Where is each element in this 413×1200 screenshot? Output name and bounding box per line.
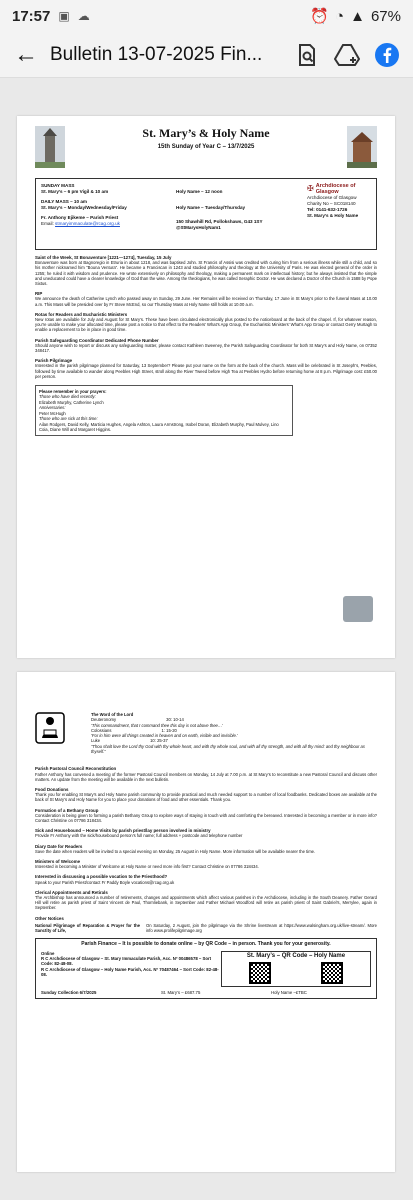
facebook-icon [374, 42, 400, 68]
app-bar [0, 32, 413, 78]
search-document-button[interactable] [289, 37, 325, 73]
prayers-box: Please remember in your prayers: Those who have died recently: Elizabeth Murphy, Catherine Lynch Anniversaries: Peter McHugh Those who are sick at this time: Ailan Rodgers, David Kelly, Marticia Hughes, Angela Ashton, Laura Armstrong, Isobel Doran, Elizabeth Murphy, Paul Mulvey, Lino Coia, Diane Will and Margaret Higgins. [35, 385, 293, 436]
share-facebook-button[interactable] [369, 37, 405, 73]
wifi-icon: ◔ [335, 7, 345, 25]
bethany-section: Formation of a Bethany Group Consideration is being given to forming a parish Bethany Group to explore ways of staying in touch with and comforting the bereaved. Interested in becoming a member or in more info? Contact Christine on 07786 318434. [35, 807, 377, 823]
st-marys-qr-code-icon[interactable] [249, 962, 271, 984]
status-bar [0, 0, 413, 32]
pilgrimage-section: Parish Pilgrimage Interested in the parish pilgrimage planned for Saturday, 13 September? Please put your name on the form at the back of the church. Mass will be celebrated in St Joseph’s, Peebles, followed by time available to wander along Peebles High Street, stroll along the River Tweed before High Tea at Peebles Hydro before returning home at 8 p.m. Pilgrimage cost: £50.00 per person. [35, 358, 377, 379]
church-photo-icon [35, 126, 65, 168]
rotas-section: Rotas for Readers and Eucharistic Ministers New rotas are available for July and August for St Mary’s. These have been circulated electronically plus posted to the noticeboard at the back of the chapel. If, for whatever reason, you’re unable to make your allocated time, please post a notice to that effect to the Readers’ What’s App Group, the Eucharistic Ministers’ What’s App Group or contact Gerry Murtagh to enable a replacement to be in place in good time. [35, 311, 377, 333]
twitter-handle[interactable]: @StMarysHolyNam1 [176, 225, 221, 230]
home-visits-section: Sick and Housebound – Home Visits by parish priest/lay person involved in ministry Provide Fr Anthony with the sick/housebound person’s full name; full address + postcode and telephone number [35, 828, 243, 839]
church-name: St. Mary’s & Holy Name [142, 126, 270, 140]
collection-row: Sunday Collection 6/7/2025 St. Mary’s – £687.75 Holy Name –£TBC [41, 990, 307, 996]
clock: 17:57 [12, 7, 51, 25]
search-document-icon [295, 43, 319, 67]
battery-level: 67% [370, 7, 401, 25]
mass-info-box: SUNDAY MASS St. Mary’s – 6 pm Vigil & 10 am DAILY MASS – 10 am St. Mary’s – Monday/Wednesday/Friday Fr. Anthony Ejikeme – Parish Priest Email: stmaryimmaculate@rcag.org.uk Holy Name – 12 noon Holy Name – Tuesday/Thursday 150 Shawhill Rd, Pollokshaws, G43 1SY @StMarysHolyNam1 ✠ Archdiocese of Glasgow Archdiocese of Glasgow Charity No – SC018140 Tel: 0141-632-1726 St. Mary’s & Holy Name [35, 178, 377, 250]
saint-section: Saint of the Week, St Bonaventure [1221—1274], Tuesday, 15 July Bonaventure was born at Bagnoregio in Etruria in about 1218, and was baptised John. St Francis of Assisi was credited with curing him from a serious illness while still a child, and so his mother nicknamed him “Bouna Ventura”. He became a Franciscan in 1243 and studied philosophy and theology at the University of Paris. He was elected general of the order in 1255; he ruled it with wisdom and prudence. He wrote extensively on philosophy and theology, making a permanent mark on intellectual history; but he always insisted that the simple and uneducated could have a clearer knowledge of God than the wise. Among the theologians, he was called Seraphic Doctor. He was declared a Doctor of the Church in 1588 by Pope Sixtus. [35, 255, 377, 287]
sunday-title: 15th Sunday of Year C – 13/7/2025 [157, 144, 255, 150]
alarm-icon: ⏰ [310, 8, 330, 25]
signal-icon: ▲ [350, 7, 365, 25]
pdf-viewer[interactable] [0, 78, 413, 1200]
word-of-the-lord: The Word of the Lord Deuteronomy 30: 10-14 ‘This commandment, that I command thee this day is not above thee…’ Colossians 1: 15-20 ‘For in him were all things created in heaven and on earth, visible and invisible.’ Luke 10: 25-37 “Thou shalt love the Lord thy God with thy whole heart, and with thy whole soul, and with all thy strength, and with all thy mind: and thy neighbour as thyself.” [35, 712, 377, 754]
diary-date-section: Diary Date for Readers Save the date when readers will be invited to a special evening on Monday, 25 August in Holy Name. More information will be available nearer the time. [35, 843, 316, 854]
notification-icon: ▣ [58, 9, 70, 23]
food-donations-section: Food Donations Thank you for enabling St Mary’s and Holy Name parish community to provide practical and much needed support to a number of local foodbanks. Dedicated boxes are available at the back of St Mary’s and Holy Name for you to place your donations of food and other essentials. Thank you. [35, 786, 377, 803]
document-title: Bulletin 13-07-2025 Fin... [50, 43, 263, 65]
archdiocese-crest-icon: ✠ [307, 184, 314, 193]
safeguarding-section: Parish Safeguarding Coordinator Dedicated Phone Number Should anyone wish to report or discuss any safeguarding matter, please contact Kathleen Sweeney, the Parish Safeguarding Coordinator for both St Mary’s and Holy Name, on 07352 348417. [35, 337, 377, 354]
other-notices-section: Other Notices National Pilgrimage of Reparation & Prayer for the Sanctity of Life, On Saturday, 2 August, join the pilgrimage via the Shrine livestream at https://www.walsingham.org.uk/live-stream/. More info www.prolifepilgrimage.org [35, 915, 377, 934]
welcome-section: Ministers of Welcome Interested in becoming a Minister of Welcome at Holy Name or need more info first? Contact Christine on 07786 318434. [35, 859, 259, 870]
save-to-drive-button[interactable] [329, 37, 365, 73]
bulletin-page-2 [17, 672, 395, 1172]
vocation-section: Interested in discussing a possible vocation to the Priesthood? Speak to your Parish Priest/contact Fr Paddy Boyle vocations@rcag.org.uk [35, 874, 175, 885]
rip-section: RIP We announce the death of Catherine Lynch who passed away on Sunday, 29 June. Her Remains will be received on Thursday, 17 June in St Mary’s prior to the funeral Mass at 10.00 a.m. This Mass will be presided over by Fr Steve McEnd, so our Thursday Mass at Holy Name still holds at 10.00 a.m. [35, 291, 377, 307]
parish-finance-box: Parish Finance – It is possible to donate online – by QR Code – in person. Thank you for your generosity. Online R C Archdiocese of Glasgow – St. Mary Immaculate Parish, Acc. Nº 00486578 – Sort Code: 82-48-08. R C Archdiocese of Glasgow – Holy Name Parish, Acc. Nº 70487464 – Sort Code: 82-48-08. St. Mary’s – QR Code – Holy Name Sunday Collection 6/7/2025 St. Mary’s – £687.75 Holy Name –£TBC [35, 938, 377, 999]
parish-email-link[interactable]: stmaryimmaculate@rcag.org.uk [55, 221, 120, 226]
drive-icon [334, 43, 360, 67]
praying-hands-image-icon [343, 596, 373, 622]
bulletin-page-1 [17, 116, 395, 658]
scripture-reader-icon [35, 712, 65, 744]
pastoral-council-section: Parish Pastoral Council Reconstitution Father Anthony has convened a meeting of the former Pastoral Council members on Monday, 14 July at 7.00 p.m. at St Mary’s to reconstitute a new Pastoral Council and discuss other matters. An update from the meeting will be available in the next bulletin. [35, 766, 377, 782]
clerical-section: Clerical Appointments and Retirals The Archbishop has announced a number of retirements, changes and appointments which affect various parishes in the Archdiocese, including in the South Deanery. Father Gerard Hill will retire as parish priest of Saint Vincent de Paul, Thornliebank, in September and Father Michael Woodford will retire as parish priest of Saint Gabriel’s, Merrylee, again in September. [35, 889, 377, 911]
pilgrimage-livestream-link[interactable]: On Saturday, 2 August, join the pilgrimage via the Shrine livestream at https://www.walsingham.org.uk/live-stream/. More info www.prolifepilgrimage.org [146, 922, 377, 934]
holy-name-qr-code-icon[interactable] [321, 962, 343, 984]
qr-code-box: St. Mary’s – QR Code – Holy Name [221, 951, 371, 987]
back-arrow-icon[interactable]: ← [14, 40, 38, 68]
church-photo-icon [347, 126, 377, 168]
cloud-icon: ☁ [77, 9, 90, 23]
